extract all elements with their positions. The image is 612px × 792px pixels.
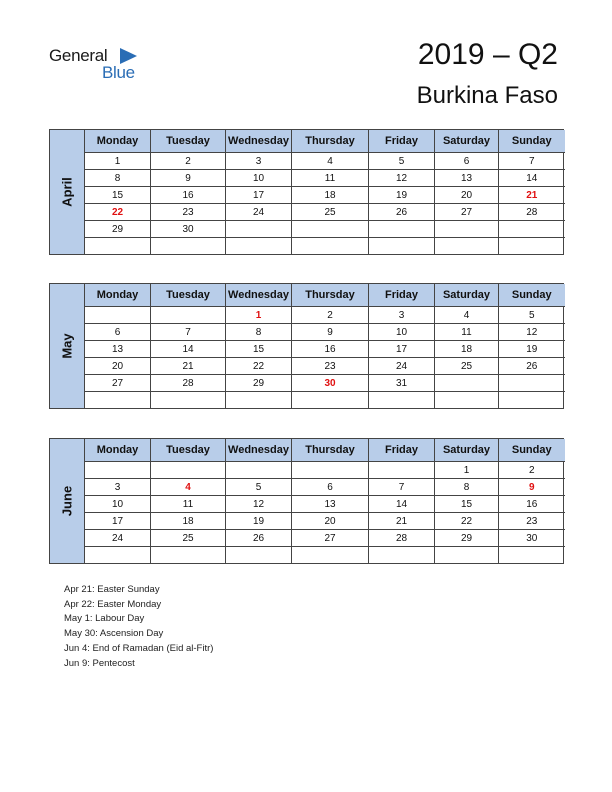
day-cell: 6 <box>292 479 369 496</box>
weekday-header: Wednesday <box>226 284 292 307</box>
day-cell <box>435 547 499 564</box>
weekday-header: Thursday <box>292 130 369 153</box>
weekday-header: Friday <box>369 284 435 307</box>
day-cell: 27 <box>435 204 499 221</box>
day-cell: 22 <box>435 513 499 530</box>
week-row <box>85 238 565 255</box>
day-cell: 26 <box>226 530 292 547</box>
day-cell <box>435 392 499 409</box>
day-cell: 10 <box>85 496 151 513</box>
day-cell: 25 <box>292 204 369 221</box>
week-row <box>85 496 565 513</box>
day-cell: 23 <box>151 204 226 221</box>
week-row <box>85 170 565 187</box>
weekday-header: Saturday <box>435 130 499 153</box>
weekday-header: Friday <box>369 130 435 153</box>
week-row <box>85 187 565 204</box>
day-cell: 14 <box>499 170 565 187</box>
day-cell: 10 <box>226 170 292 187</box>
day-cell: 30 <box>151 221 226 238</box>
day-cell: 1 <box>85 153 151 170</box>
day-cell: 22 <box>226 358 292 375</box>
day-cell: 3 <box>85 479 151 496</box>
holiday-item: Apr 21: Easter Sunday <box>64 584 160 595</box>
day-cell: 1 <box>435 462 499 479</box>
day-cell: 11 <box>435 324 499 341</box>
day-cell <box>292 392 369 409</box>
holiday-item: Apr 22: Easter Monday <box>64 598 162 610</box>
day-cell <box>369 547 435 564</box>
day-cell: 19 <box>499 341 565 358</box>
day-cell <box>151 307 226 324</box>
day-cell: 20 <box>85 358 151 375</box>
day-cell: 15 <box>435 496 499 513</box>
weekday-header: Sunday <box>499 439 565 462</box>
day-cell: 25 <box>435 358 499 375</box>
week-row <box>85 392 565 409</box>
day-cell <box>499 221 565 238</box>
day-cell: 22 <box>85 204 151 221</box>
day-cell: 25 <box>151 530 226 547</box>
day-cell: 13 <box>292 496 369 513</box>
day-cell: 20 <box>435 187 499 204</box>
day-cell: 26 <box>369 204 435 221</box>
day-cell: 24 <box>369 358 435 375</box>
day-cell: 30 <box>499 530 565 547</box>
day-cell <box>85 392 151 409</box>
country-name: Burkina Faso <box>416 82 558 109</box>
day-cell: 8 <box>226 324 292 341</box>
weekday-header: Tuesday <box>151 284 226 307</box>
day-cell <box>151 547 226 564</box>
day-cell <box>85 238 151 255</box>
day-cell: 5 <box>226 479 292 496</box>
day-cell: 7 <box>151 324 226 341</box>
day-cell: 28 <box>499 204 565 221</box>
day-cell: 7 <box>369 479 435 496</box>
day-cell: 9 <box>292 324 369 341</box>
day-cell <box>435 221 499 238</box>
month-table <box>84 284 565 408</box>
weekday-header: Monday <box>85 284 151 307</box>
week-row <box>85 530 565 547</box>
day-cell: 29 <box>435 530 499 547</box>
month-calendar-june <box>49 438 564 564</box>
day-cell: 15 <box>85 187 151 204</box>
day-cell: 13 <box>85 341 151 358</box>
generalblue-logo <box>49 44 159 84</box>
holiday-list <box>64 583 213 671</box>
day-cell <box>85 547 151 564</box>
day-cell: 13 <box>435 170 499 187</box>
day-cell: 16 <box>499 496 565 513</box>
day-cell: 21 <box>151 358 226 375</box>
weekday-header: Wednesday <box>226 439 292 462</box>
day-cell: 18 <box>151 513 226 530</box>
day-cell <box>226 221 292 238</box>
day-cell <box>435 238 499 255</box>
day-cell <box>499 238 565 255</box>
day-cell: 2 <box>151 153 226 170</box>
day-cell: 15 <box>226 341 292 358</box>
day-cell <box>369 392 435 409</box>
day-cell: 7 <box>499 153 565 170</box>
month-calendar-april <box>49 129 564 255</box>
day-cell: 2 <box>499 462 565 479</box>
week-row <box>85 462 565 479</box>
weekday-header: Monday <box>85 439 151 462</box>
week-row <box>85 204 565 221</box>
day-cell: 27 <box>292 530 369 547</box>
weekday-header-row <box>85 130 565 153</box>
day-cell: 4 <box>151 479 226 496</box>
weekday-header-row <box>85 439 565 462</box>
day-cell: 23 <box>499 513 565 530</box>
day-cell: 17 <box>369 341 435 358</box>
weekday-header: Friday <box>369 439 435 462</box>
day-cell <box>435 375 499 392</box>
day-cell <box>369 221 435 238</box>
day-cell: 16 <box>151 187 226 204</box>
day-cell <box>85 462 151 479</box>
weekday-header: Saturday <box>435 439 499 462</box>
day-cell <box>226 392 292 409</box>
weekday-header: Tuesday <box>151 130 226 153</box>
month-table <box>84 130 565 254</box>
day-cell <box>151 392 226 409</box>
day-cell <box>292 221 369 238</box>
logo-blue-text: Blue <box>102 63 135 82</box>
week-row <box>85 479 565 496</box>
day-cell: 28 <box>369 530 435 547</box>
day-cell: 5 <box>499 307 565 324</box>
day-cell: 24 <box>226 204 292 221</box>
day-cell: 1 <box>226 307 292 324</box>
day-cell: 19 <box>369 187 435 204</box>
day-cell <box>226 238 292 255</box>
weekday-header: Monday <box>85 130 151 153</box>
day-cell: 23 <box>292 358 369 375</box>
week-row <box>85 341 565 358</box>
day-cell: 17 <box>85 513 151 530</box>
day-cell: 12 <box>369 170 435 187</box>
day-cell: 31 <box>369 375 435 392</box>
day-cell: 8 <box>435 479 499 496</box>
day-cell: 29 <box>226 375 292 392</box>
day-cell <box>226 462 292 479</box>
day-cell <box>499 375 565 392</box>
day-cell <box>369 462 435 479</box>
day-cell: 26 <box>499 358 565 375</box>
day-cell: 11 <box>151 496 226 513</box>
day-cell <box>151 462 226 479</box>
month-name: May <box>59 333 75 359</box>
day-cell <box>369 238 435 255</box>
day-cell: 18 <box>292 187 369 204</box>
day-cell: 18 <box>435 341 499 358</box>
day-cell: 27 <box>85 375 151 392</box>
day-cell: 6 <box>85 324 151 341</box>
day-cell: 20 <box>292 513 369 530</box>
weekday-header: Saturday <box>435 284 499 307</box>
day-cell: 12 <box>226 496 292 513</box>
week-row <box>85 153 565 170</box>
weekday-header-row <box>85 284 565 307</box>
week-row <box>85 324 565 341</box>
month-label-cell <box>50 130 85 254</box>
weekday-header: Thursday <box>292 439 369 462</box>
day-cell: 21 <box>369 513 435 530</box>
weekday-header: Thursday <box>292 284 369 307</box>
weekday-header: Wednesday <box>226 130 292 153</box>
holiday-item: May 30: Ascension Day <box>64 628 164 640</box>
day-cell: 19 <box>226 513 292 530</box>
month-table <box>84 439 565 563</box>
day-cell: 4 <box>435 307 499 324</box>
day-cell <box>85 307 151 324</box>
day-cell: 30 <box>292 375 369 392</box>
day-cell: 24 <box>85 530 151 547</box>
day-cell: 14 <box>369 496 435 513</box>
day-cell: 5 <box>369 153 435 170</box>
day-cell <box>292 547 369 564</box>
day-cell: 17 <box>226 187 292 204</box>
day-cell <box>499 547 565 564</box>
logo-triangle-icon <box>120 48 137 64</box>
week-row <box>85 375 565 392</box>
month-calendar-may <box>49 283 564 409</box>
day-cell <box>292 238 369 255</box>
logo-general-text: General <box>49 46 108 65</box>
holiday-item: Jun 9: Pentecost <box>64 657 135 669</box>
day-cell: 21 <box>499 187 565 204</box>
day-cell: 8 <box>85 170 151 187</box>
day-cell <box>151 238 226 255</box>
month-label-cell <box>50 439 85 563</box>
day-cell <box>226 547 292 564</box>
day-cell: 10 <box>369 324 435 341</box>
day-cell: 9 <box>499 479 565 496</box>
month-label-cell <box>50 284 85 408</box>
day-cell <box>499 392 565 409</box>
day-cell: 28 <box>151 375 226 392</box>
holiday-item: Jun 4: End of Ramadan (Eid al-Fitr) <box>64 642 214 654</box>
week-row <box>85 307 565 324</box>
day-cell: 6 <box>435 153 499 170</box>
month-name: April <box>59 177 75 207</box>
day-cell: 3 <box>226 153 292 170</box>
day-cell: 3 <box>369 307 435 324</box>
week-row <box>85 221 565 238</box>
day-cell: 16 <box>292 341 369 358</box>
day-cell: 12 <box>499 324 565 341</box>
weekday-header: Sunday <box>499 284 565 307</box>
day-cell: 9 <box>151 170 226 187</box>
day-cell <box>292 462 369 479</box>
day-cell: 4 <box>292 153 369 170</box>
day-cell: 29 <box>85 221 151 238</box>
holiday-item: May 1: Labour Day <box>64 613 145 625</box>
weekday-header: Sunday <box>499 130 565 153</box>
day-cell: 2 <box>292 307 369 324</box>
weekday-header: Tuesday <box>151 439 226 462</box>
week-row <box>85 513 565 530</box>
week-row <box>85 358 565 375</box>
month-name: June <box>59 485 75 517</box>
week-row <box>85 547 565 564</box>
day-cell: 14 <box>151 341 226 358</box>
page-title: 2019 – Q2 <box>417 38 558 71</box>
day-cell: 11 <box>292 170 369 187</box>
